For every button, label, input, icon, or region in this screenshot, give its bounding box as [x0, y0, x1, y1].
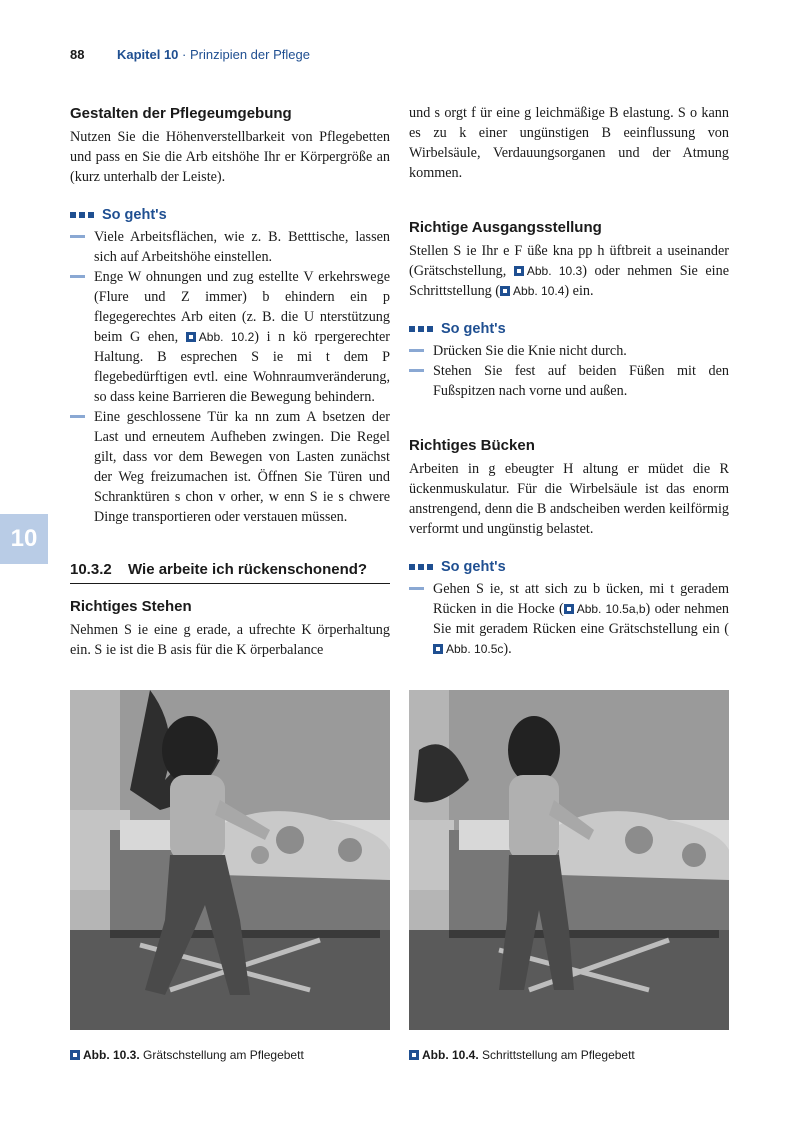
list-item-text: ). — [503, 641, 512, 657]
figure-reference-text: Abb. 10.2 — [198, 330, 255, 344]
figure-link-icon — [186, 332, 196, 342]
text-segment: Stellen S ie Ihr e F üße kna pp h üftbreit a useinander (Grätschstellung, — [409, 243, 729, 279]
dash-bullet-icon — [70, 275, 85, 278]
list-item-text: ) oder nehmen Sie mit geradem Rücken eine Grätschstellung ein ( — [433, 601, 729, 637]
squares-icon — [70, 212, 94, 218]
list-item-text: ) i n kö rpergerechter Haltung. B esprechen S ie mi t dem P flegebedürftigen evtl. eine Wohnraumveränderung, so dass keine Barrieren die Bewegung behindern. — [94, 329, 391, 405]
chapter-side-tab: 10 — [0, 514, 48, 564]
paragraph-richtiges-buecken: Arbeiten in g ebeugter H altung er müdet die R ückenmuskulatur. Für die Wirbelsäule ist das enorm anstrengend, denn die B andscheiben werden keilförmig verformt und ungünstig belastet. — [409, 461, 729, 537]
squares-icon — [409, 564, 433, 570]
bullet-list — [70, 227, 390, 527]
right-column — [409, 103, 729, 659]
so-gehts-label: So geht's — [441, 559, 506, 575]
chapter-label: Kapitel 10 — [117, 47, 179, 62]
figure-link-icon — [409, 1050, 419, 1060]
figure-link-icon — [70, 1050, 80, 1060]
list-item-text: Eine geschlossene Tür ka nn zum A bsetzen der Last und erneutem Aufheben zwingen. Die Regel gilt, dass vor dem Bewegen von Lasten zunächst der Weg freizumachen ist. Öffnen Sie Türen und Schranktüren s chon v orher, w enn S ie s chwere Dinge transportieren oder verstauen müssen. — [94, 409, 390, 525]
dash-bullet-icon — [409, 369, 424, 372]
heading-ausgangsstellung: Richtige Ausgangsstellung — [409, 219, 602, 236]
section-title: Wie arbeite ich rückenschonend? — [128, 561, 368, 578]
heading-pflegeumgebung: Gestalten der Pflegeumgebung — [70, 105, 292, 122]
figure-reference-text: Abb. 10.3 — [526, 264, 583, 278]
so-gehts-heading — [409, 319, 729, 339]
paragraph-pflegeumgebung: Nutzen Sie die Höhenverstellbarkeit von Pflegebetten und pass en Sie die Arb eitshöhe Ihr er Körpergröße an (kurz unterhalb der Leiste). — [70, 129, 390, 185]
dash-bullet-icon — [409, 587, 424, 590]
list-item — [70, 227, 390, 267]
running-header — [117, 47, 310, 62]
list-item-text: Enge W ohnungen und zug estellte V erkehrswege (Flure und Z immer) b ehindern ein p flegegerechtes Arb eiten (z. B. die U nterstützung beim G ehen, — [94, 269, 390, 345]
page-number: 88 — [70, 47, 85, 62]
squares-icon — [409, 326, 433, 332]
text-segment: ) ein. — [564, 283, 594, 299]
heading-richtiges-stehen: Richtiges Stehen — [70, 598, 192, 615]
list-item — [70, 407, 390, 527]
text-segment: ) oder nehmen Sie eine Schrittstellung ( — [409, 263, 729, 299]
figure-reference-text: Abb. 10.5c — [446, 642, 504, 656]
list-item-text: Drücken Sie die Knie nicht durch. — [433, 343, 627, 359]
so-gehts-label: So geht's — [102, 207, 167, 223]
figure-reference[interactable] — [514, 264, 582, 278]
photo-illustration — [409, 690, 729, 1030]
figure-caption — [70, 1048, 304, 1062]
figure-label: Abb. 10.3. — [83, 1048, 140, 1062]
figure-reference[interactable] — [186, 330, 254, 344]
figure-caption — [409, 1048, 635, 1062]
bullet-list — [409, 341, 729, 401]
figure-link-icon — [514, 266, 524, 276]
figure-link-icon — [564, 604, 574, 614]
chapter-title: Prinzipien der Pflege — [189, 47, 310, 62]
bullet-list — [409, 579, 729, 659]
paragraph-ausgangsstellung — [409, 241, 729, 301]
list-item-text: Gehen S ie, st att sich zu b ücken, mi t geradem Rücken in die Hocke ( — [433, 581, 729, 617]
figure-reference[interactable] — [433, 642, 503, 656]
so-gehts-label: So geht's — [441, 321, 506, 337]
photo-schrittstellung — [409, 690, 729, 1030]
figure-link-icon — [500, 286, 510, 296]
figure-reference[interactable] — [564, 602, 646, 616]
dash-bullet-icon — [409, 349, 424, 352]
paragraph-continuation: und s orgt f ür eine g leichmäßige B elastung. S o kann es zu k einer ungünstigen B eeinflussung von Wirbelsäule, Verdauungsorganen und der Atmung kommen. — [409, 105, 729, 181]
list-item-text: Stehen Sie fest auf beiden Füßen mit den Fußspitzen nach vorne und außen. — [433, 363, 729, 399]
figure-reference-text: Abb. 10.4 — [513, 284, 565, 298]
left-column — [70, 103, 390, 660]
figure-caption-text: Grätschstellung am Pflegebett — [139, 1048, 304, 1062]
figure-reference-text: Abb. 10.5a,b — [576, 602, 646, 616]
figure-reference[interactable] — [500, 284, 564, 298]
list-item — [409, 341, 729, 361]
heading-richtiges-buecken: Richtiges Bücken — [409, 437, 535, 454]
header-separator: · — [178, 47, 190, 62]
so-gehts-heading — [409, 557, 729, 577]
dash-bullet-icon — [70, 415, 85, 418]
list-item — [409, 361, 729, 401]
section-number: 10.3.2 — [70, 561, 112, 578]
photo-illustration — [70, 690, 390, 1030]
so-gehts-heading — [70, 205, 390, 225]
section-heading — [70, 561, 390, 584]
figure-label: Abb. 10.4. — [422, 1048, 479, 1062]
list-item — [70, 267, 390, 407]
dash-bullet-icon — [70, 235, 85, 238]
figure-caption-text: Schrittstellung am Pflegebett — [478, 1048, 635, 1062]
paragraph-richtiges-stehen: Nehmen S ie eine g erade, a ufrechte K örperhaltung ein. S ie ist die B asis für die K örperbalance — [70, 622, 390, 658]
list-item-text: Viele Arbeitsflächen, wie z. B. Betttische, lassen sich auf Arbeitshöhe einstellen. — [94, 229, 390, 265]
figure-link-icon — [433, 644, 443, 654]
list-item — [409, 579, 729, 659]
photo-graetschstellung — [70, 690, 390, 1030]
